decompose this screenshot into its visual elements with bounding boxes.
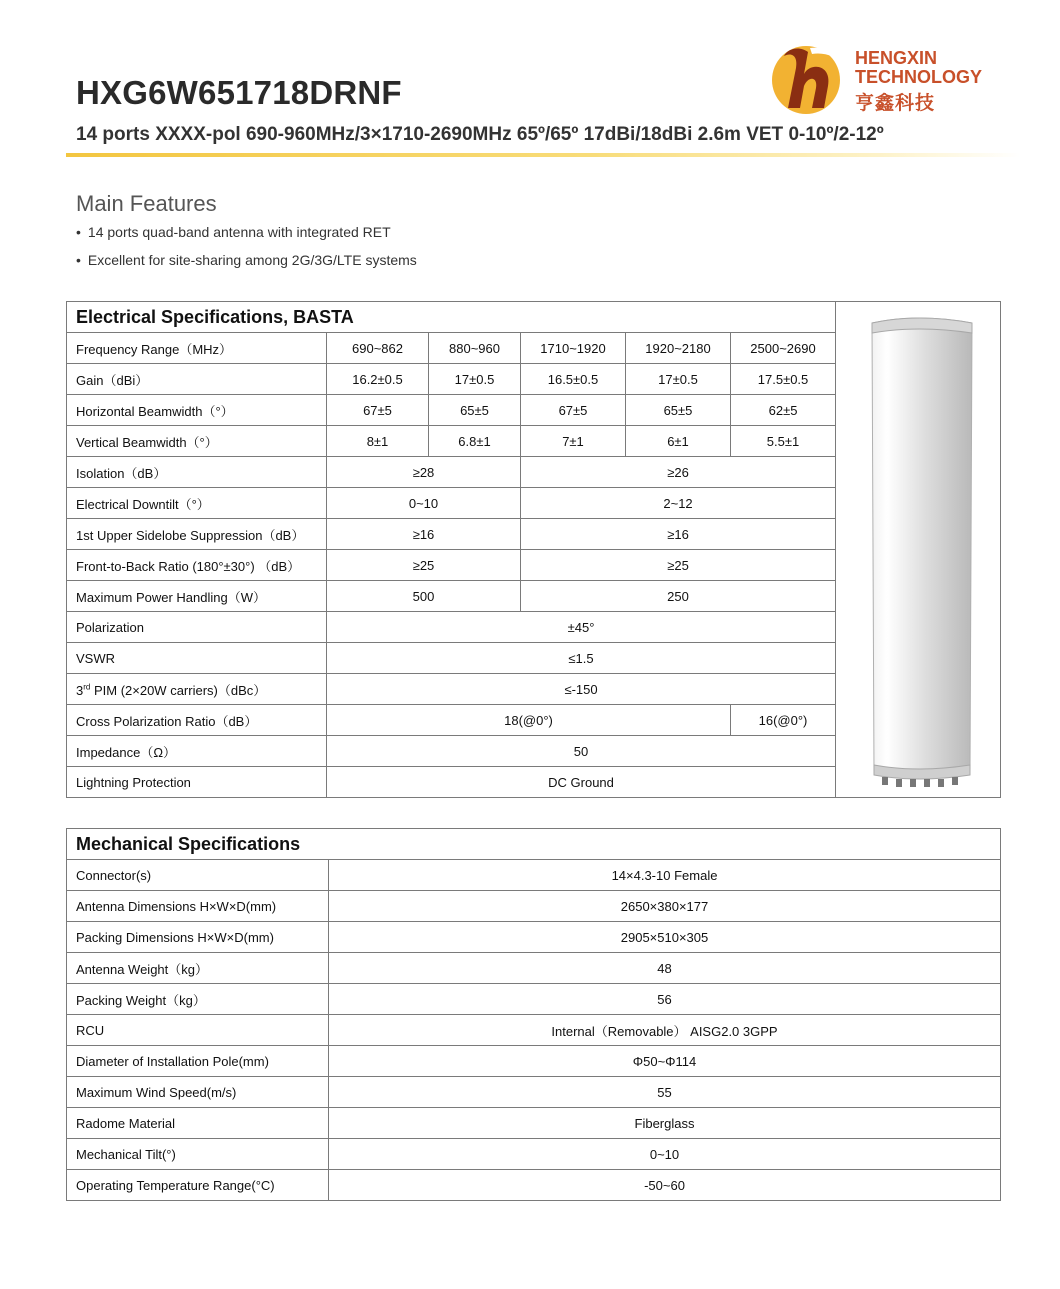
vbw-cell: 5.5±1	[731, 426, 836, 457]
product-model-title: HXG6W651718DRNF	[76, 74, 402, 111]
band-cell: 2500~2690	[731, 333, 836, 364]
spec-label: Packing Dimensions H×W×D(mm)	[67, 922, 329, 953]
vbw-cell: 8±1	[327, 426, 429, 457]
isolation-high-band: ≥26	[521, 457, 836, 488]
electrical-downtilt-label: Electrical Downtilt（°）	[67, 488, 327, 519]
vswr-label: VSWR	[67, 643, 327, 674]
cross-polarization-low: 18(@0°)	[327, 705, 731, 736]
hengxin-logo-icon	[770, 42, 850, 116]
vbw-cell: 7±1	[521, 426, 626, 457]
hbw-cell: 65±5	[429, 395, 521, 426]
gain-label: Gain（dBi）	[67, 364, 327, 395]
horizontal-beamwidth-label: Horizontal Beamwidth（°）	[67, 395, 327, 426]
downtilt-high-band: 2~12	[521, 488, 836, 519]
downtilt-low-band: 0~10	[327, 488, 521, 519]
spec-value: 2650×380×177	[329, 891, 1001, 922]
max-power-label: Maximum Power Handling（W）	[67, 581, 327, 612]
max-power-high-band: 250	[521, 581, 836, 612]
spec-label: Packing Weight（kg）	[67, 984, 329, 1015]
spec-value: 2905×510×305	[329, 922, 1001, 953]
gain-cell: 17±0.5	[429, 364, 521, 395]
frequency-range-label: Frequency Range（MHz）	[67, 333, 327, 364]
gain-cell: 16.5±0.5	[521, 364, 626, 395]
sidelobe-high-band: ≥16	[521, 519, 836, 550]
isolation-low-band: ≥28	[327, 457, 521, 488]
cross-polarization-high: 16(@0°)	[731, 705, 836, 736]
pim-value: ≤-150	[327, 674, 836, 705]
impedance-label: Impedance（Ω）	[67, 736, 327, 767]
spec-value: -50~60	[329, 1170, 1001, 1201]
vbw-cell: 6±1	[626, 426, 731, 457]
pim-label-text: PIM (2×20W carriers)（dBc）	[90, 682, 267, 698]
spec-value: Φ50~Φ114	[329, 1046, 1001, 1077]
sidelobe-suppression-label: 1st Upper Sidelobe Suppression（dB）	[67, 519, 327, 550]
pim-label-order: 3	[76, 682, 84, 698]
lightning-protection-label: Lightning Protection	[67, 767, 327, 798]
band-cell: 880~960	[429, 333, 521, 364]
gain-cell: 17.5±0.5	[731, 364, 836, 395]
spec-label: Radome Material	[67, 1108, 329, 1139]
antenna-product-image	[836, 302, 1001, 798]
vswr-value: ≤1.5	[327, 643, 836, 674]
spec-label: Antenna Weight（kg）	[67, 953, 329, 984]
spec-label: Antenna Dimensions H×W×D(mm)	[67, 891, 329, 922]
front-to-back-label: Front-to-Back Ratio (180°±30°) （dB）	[67, 550, 327, 581]
spec-value: Fiberglass	[329, 1108, 1001, 1139]
impedance-value: 50	[327, 736, 836, 767]
antenna-icon	[838, 303, 998, 793]
front-to-back-high-band: ≥25	[521, 550, 836, 581]
spec-label: Operating Temperature Range(°C)	[67, 1170, 329, 1201]
band-cell: 1710~1920	[521, 333, 626, 364]
hbw-cell: 62±5	[731, 395, 836, 426]
lightning-protection-value: DC Ground	[327, 767, 836, 798]
vertical-beamwidth-label: Vertical Beamwidth（°）	[67, 426, 327, 457]
spec-label: RCU	[67, 1015, 329, 1046]
spec-label: Connector(s)	[67, 860, 329, 891]
spec-value: 0~10	[329, 1139, 1001, 1170]
features-heading: Main Features	[76, 191, 217, 216]
spec-value: 55	[329, 1077, 1001, 1108]
hbw-cell: 67±5	[521, 395, 626, 426]
feature-item: • 14 ports quad-band antenna with integrated RET	[76, 224, 417, 252]
gain-cell: 16.2±0.5	[327, 364, 429, 395]
spec-value: Internal（Removable） AISG2.0 3GPP	[329, 1015, 1001, 1046]
electrical-spec-title: Electrical Specifications, BASTA	[67, 302, 836, 333]
max-power-low-band: 500	[327, 581, 521, 612]
hbw-cell: 65±5	[626, 395, 731, 426]
front-to-back-low-band: ≥25	[327, 550, 521, 581]
polarization-label: Polarization	[67, 612, 327, 643]
spec-value: 48	[329, 953, 1001, 984]
brand-name-line2: TECHNOLOGY	[855, 67, 983, 87]
spec-value: 14×4.3-10 Female	[329, 860, 1001, 891]
band-cell: 1920~2180	[626, 333, 731, 364]
electrical-spec-table	[66, 301, 1001, 798]
mechanical-spec-table	[66, 828, 1001, 1201]
cross-polarization-label: Cross Polarization Ratio（dB）	[67, 705, 327, 736]
spec-label: Diameter of Installation Pole(mm)	[67, 1046, 329, 1077]
header-divider	[66, 153, 1020, 157]
gain-cell: 17±0.5	[626, 364, 731, 395]
brand-name-line1: HENGXIN	[855, 48, 938, 68]
pim-label-suffix: rd	[83, 682, 91, 692]
hbw-cell: 67±5	[327, 395, 429, 426]
spec-label: Maximum Wind Speed(m/s)	[67, 1077, 329, 1108]
vbw-cell: 6.8±1	[429, 426, 521, 457]
feature-item: • Excellent for site-sharing among 2G/3G/LTE systems	[76, 252, 417, 280]
spec-label: Mechanical Tilt(°)	[67, 1139, 329, 1170]
pim-label	[67, 674, 327, 705]
brand-name-chinese: 亨鑫科技	[855, 92, 936, 114]
mechanical-spec-title: Mechanical Specifications	[67, 829, 1001, 860]
isolation-label: Isolation（dB）	[67, 457, 327, 488]
spec-value: 56	[329, 984, 1001, 1015]
product-subtitle: 14 ports XXXX-pol 690-960MHz/3×1710-2690MHz 65º/65º 17dBi/18dBi 2.6m VET 0-10º/2-12º	[76, 124, 884, 145]
features-list	[76, 224, 417, 280]
band-cell: 690~862	[327, 333, 429, 364]
polarization-value: ±45°	[327, 612, 836, 643]
sidelobe-low-band: ≥16	[327, 519, 521, 550]
